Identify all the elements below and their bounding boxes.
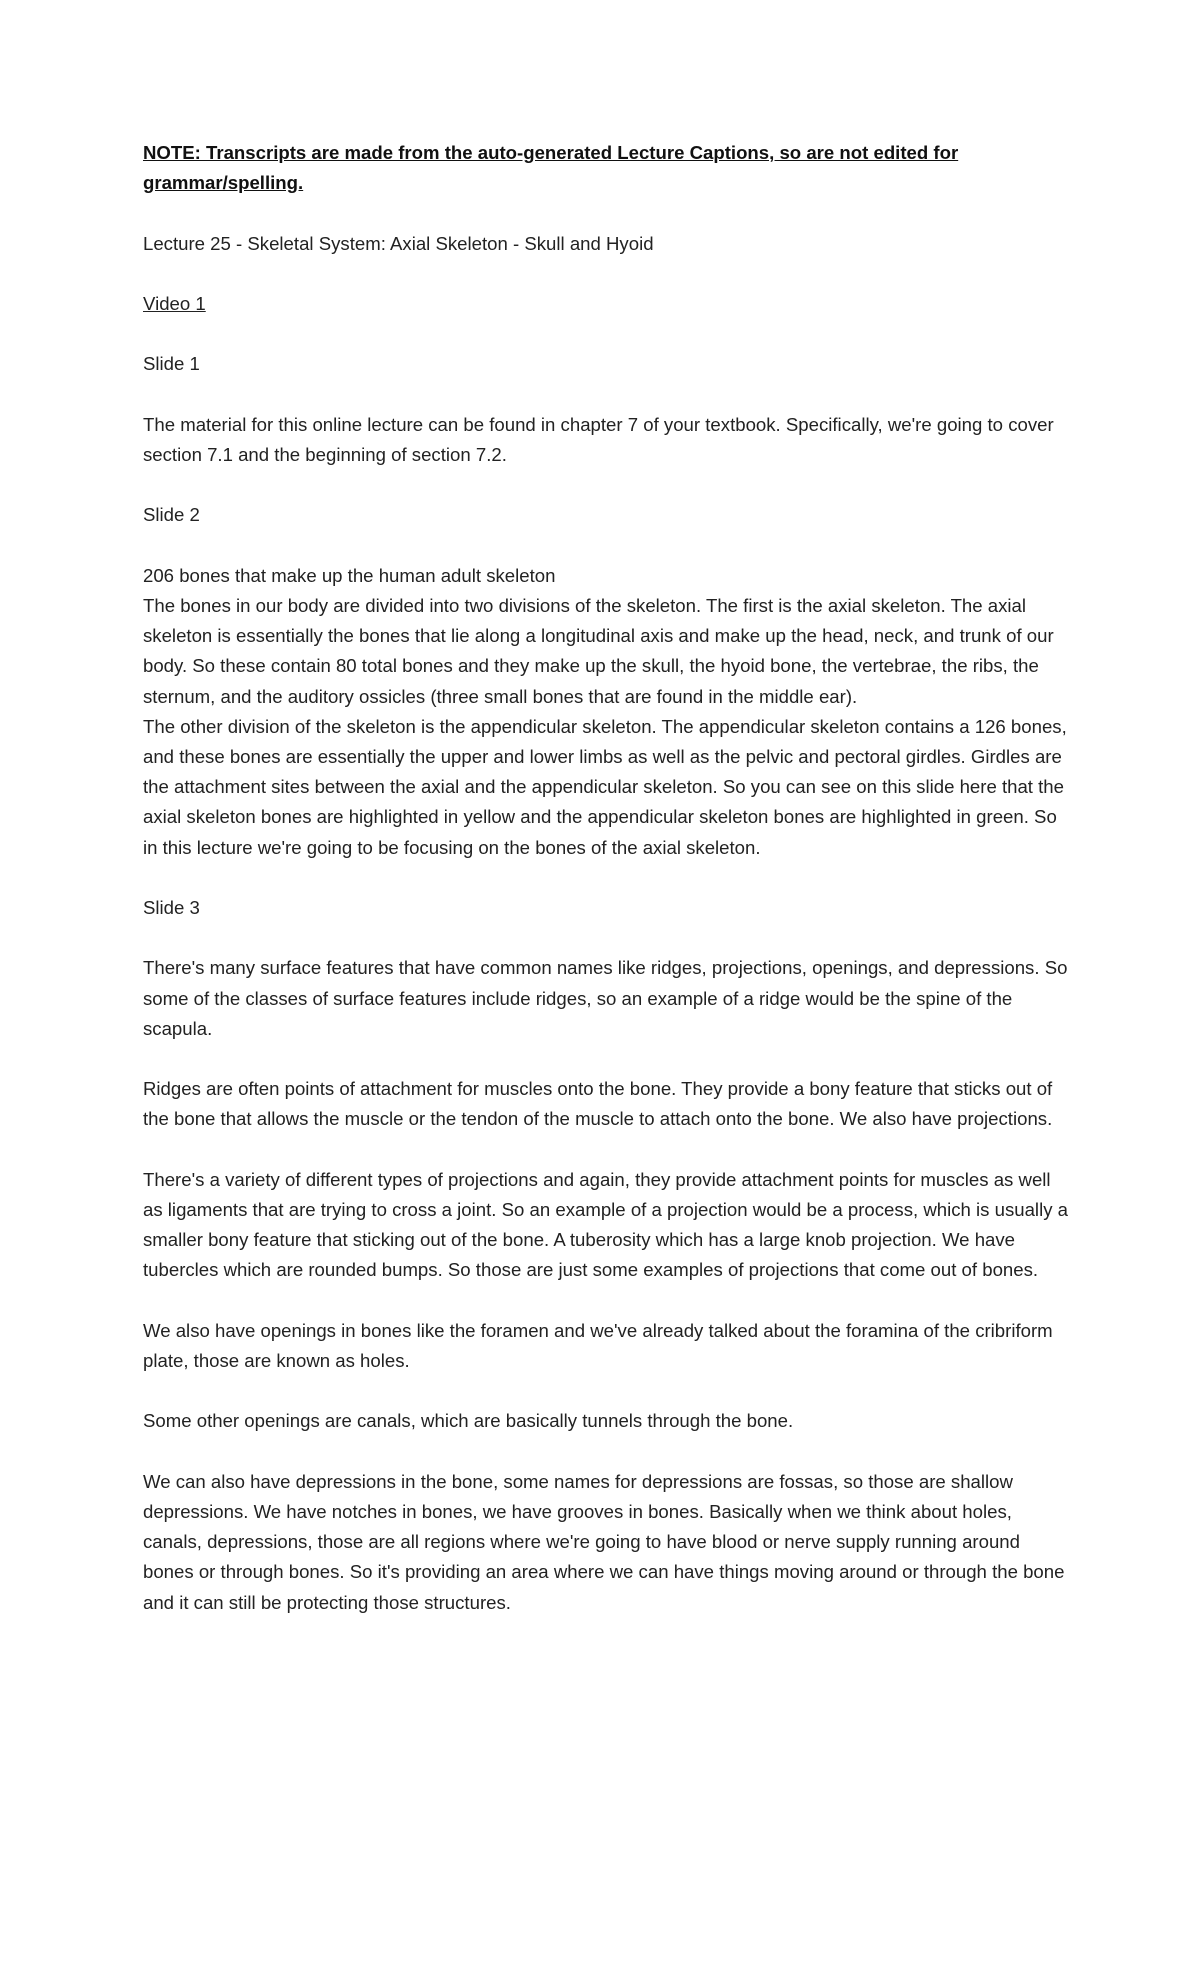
slide-heading: Slide 1	[143, 353, 200, 375]
slide-3-paragraph: There's a variety of different types of projections and again, they provide attachment points for muscles as well as ligaments that are trying to cross a joint. So an example of a projection would be a process, which is usually a smaller bony feature that sticking out of the bone. A tuberosity which has a large knob projection. We have tubercles which are rounded bumps. So those are just some examples of projections that come out of bones.	[143, 1168, 1069, 1281]
slide-3-paragraph: We can also have depressions in the bone, some names for depressions are fossas, so those are shallow depressions. We have notches in bones, we have grooves in bones. Basically when we think about holes, canals, depressions, those are all regions where we're going to have blood or nerve supply running around bones or through bones. So it's providing an area where we can have things moving around or through the bone and it can still be protecting those structures.	[143, 1470, 1065, 1613]
slide-3-paragraph: There's many surface features that have common names like ridges, projections, openings, and depressions. So some of the classes of surface features include ridges, so an example of a ridge would be the spine of the scapula.	[143, 957, 1068, 1039]
video-label: Video 1	[143, 292, 206, 314]
slide-1-paragraph: The material for this online lecture can be found in chapter 7 of your textbook. Specifically, we're going to cover section 7.1 and the beginning of section 7.2.	[143, 413, 1054, 465]
slide-heading: Slide 3	[143, 896, 200, 918]
lecture-title: Lecture 25 - Skeletal System: Axial Skeleton - Skull and Hyoid	[143, 232, 654, 254]
slide-2-line: The bones in our body are divided into two divisions of the skeleton. The first is the axial skeleton. The axial skeleton is essentially the bones that lie along a longitudinal axis and make up the head, neck, and trunk of our body. So these contain 80 total bones and they make up the skull, the hyoid bone, the vertebrae, the ribs, the sternum, and the auditory ossicles (three small bones that are found in the middle ear).	[143, 594, 1054, 707]
slide-heading: Slide 2	[143, 504, 200, 526]
slide-3-paragraph: Some other openings are canals, which are basically tunnels through the bone.	[143, 1410, 794, 1432]
transcript-note: NOTE: Transcripts are made from the auto-generated Lecture Captions, so are not edited for grammar/spelling.	[143, 142, 959, 194]
slide-3-paragraph: Ridges are often points of attachment for muscles onto the bone. They provide a bony feature that sticks out of the bone that allows the muscle or the tendon of the muscle to attach onto the bone. We also have projections.	[143, 1078, 1053, 1130]
slide-2-line: The other division of the skeleton is the appendicular skeleton. The appendicular skeleton contains a 126 bones, and these bones are essentially the upper and lower limbs as well as the pelvic and pectoral girdles. Girdles are the attachment sites between the axial and the appendicular skeleton. So you can see on this slide here that the axial skeleton bones are highlighted in yellow and the appendicular skeleton bones are highlighted in green. So in this lecture we're going to be focusing on the bones of the axial skeleton.	[143, 715, 1067, 858]
slide-2-line: 206 bones that make up the human adult skeleton	[143, 564, 556, 586]
slide-3-paragraph: We also have openings in bones like the foramen and we've already talked about the foramina of the cribriform plate, those are known as holes.	[143, 1319, 1053, 1371]
document-page	[143, 138, 1068, 1618]
